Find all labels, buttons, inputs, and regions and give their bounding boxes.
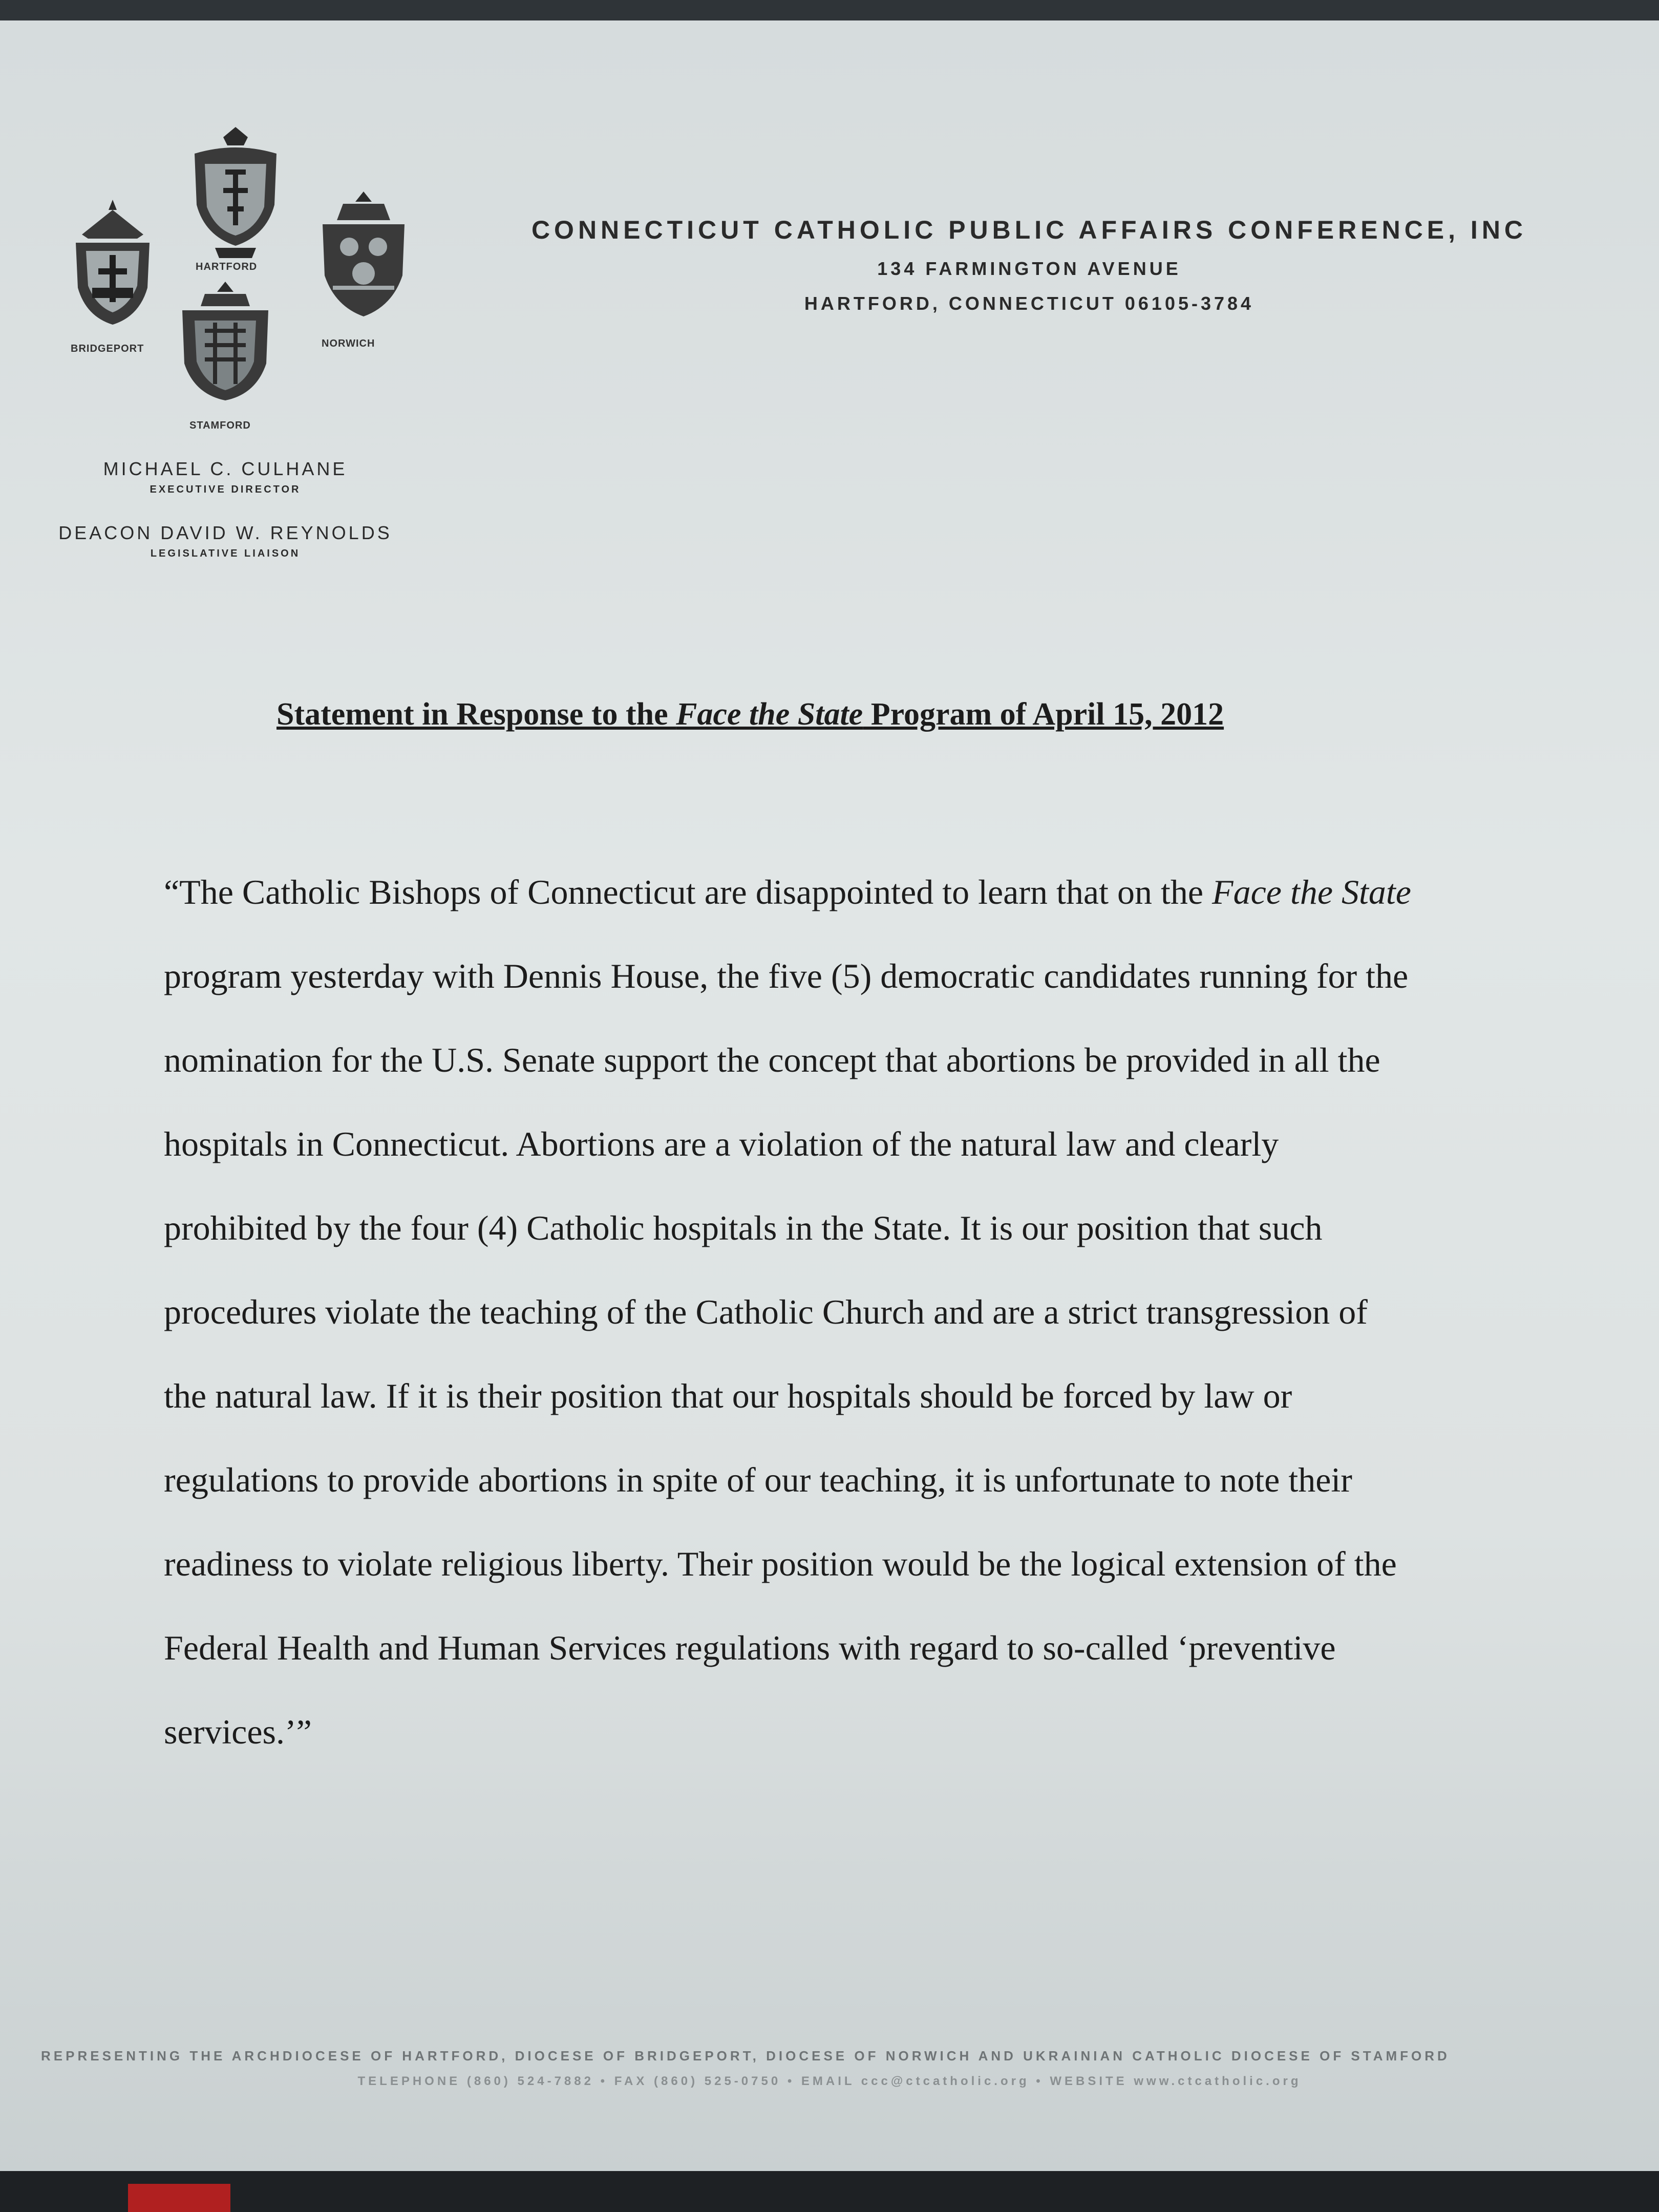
norwich-seal-icon	[312, 189, 415, 328]
title-part-2: Program of April 15, 2012	[863, 697, 1224, 732]
body-line: procedures violate the teaching of the Catholic Church and are a strict transgression of	[164, 1292, 1368, 1331]
program-name-italic: Face the State	[1212, 873, 1411, 911]
body-line: the natural law. If it is their position that our hospitals should be forced by law or	[164, 1376, 1292, 1415]
letter-page	[0, 20, 1659, 2171]
body-line: hospitals in Connecticut. Abortions are a violation of the natural law and clearly	[164, 1124, 1279, 1163]
diocese-seals	[61, 113, 420, 445]
footer-representing: REPRESENTING THE ARCHDIOCESE OF HARTFORD, DIOCESE OF BRIDGEPORT, DIOCESE OF NORWICH AND UKRAINIAN CATHOLIC DIOCESE OF STAMFORD	[41, 2048, 1450, 2064]
address-city: HARTFORD, CONNECTICUT 06105-3784	[804, 293, 1254, 314]
letterhead-footer	[41, 2048, 1618, 2089]
staff-title: EXECUTIVE DIRECTOR	[150, 484, 301, 495]
stamford-seal-icon	[174, 282, 276, 405]
title-program-name: Face the State	[676, 697, 863, 732]
body-line: Federal Health and Human Services regulations with regard to so-called ‘preventive	[164, 1628, 1336, 1667]
seal-label-stamford: STAMFORD	[189, 420, 251, 431]
staff-name: DEACON DAVID W. REYNOLDS	[58, 522, 392, 543]
staff-executive-director	[51, 458, 399, 496]
seal-label-bridgeport: BRIDGEPORT	[71, 343, 144, 354]
seal-label-norwich: NORWICH	[322, 338, 375, 349]
taskbar	[0, 2171, 1659, 2212]
body-line: nomination for the U.S. Senate support the concept that abortions be provided in all the	[164, 1040, 1380, 1079]
staff-title: LEGISLATIVE LIAISON	[150, 548, 301, 559]
staff-name: MICHAEL C. CULHANE	[103, 458, 348, 479]
seal-label-hartford: HARTFORD	[196, 261, 258, 272]
body-line: prohibited by the four (4) Catholic hospitals in the State. It is our position that such	[164, 1208, 1323, 1247]
body-line: program yesterday with Dennis House, the five (5) democratic candidates running for the	[164, 956, 1409, 995]
statement-title	[276, 696, 1382, 733]
organization-name: CONNECTICUT CATHOLIC PUBLIC AFFAIRS CONFERENCE, INC	[531, 216, 1527, 244]
hartford-seal-icon	[184, 123, 287, 261]
body-line: readiness to violate religious liberty. Their position would be the logical extension of the	[164, 1544, 1397, 1583]
footer-contact: TELEPHONE (860) 524-7882 • FAX (860) 525-0750 • EMAIL ccc@ctcatholic.org • WEBSITE www.ctcatholic.org	[357, 2074, 1302, 2088]
staff-legislative-liaison	[51, 522, 399, 560]
body-line: regulations to provide abortions in spite of our teaching, it is unfortunate to note their	[164, 1460, 1352, 1499]
body-line: “The Catholic Bishops of Connecticut are disappointed to learn that on the Face the State	[164, 873, 1411, 911]
taskbar-app-icon[interactable]	[128, 2184, 230, 2212]
address-street: 134 FARMINGTON AVENUE	[877, 258, 1181, 279]
statement-body	[164, 850, 1505, 1774]
title-part-1: Statement in Response to the	[276, 697, 676, 732]
bridgeport-seal-icon	[61, 200, 164, 338]
body-line: services.’”	[164, 1712, 312, 1751]
organization-header	[492, 215, 1567, 314]
